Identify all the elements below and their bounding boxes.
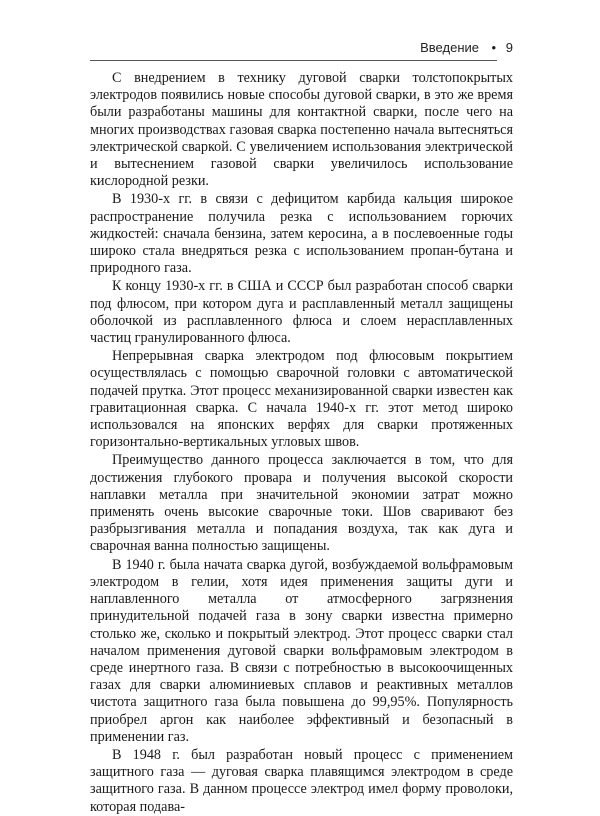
paragraph-1: С внедрением в технику дуговой сварки толстопокрытых электродов появились новые способы дуговой сварки, в это же время были разработаны машины для контактной сварки, после чего на многих производствах газовая сварка постепенно начала вытесняться электрической сваркой. С увеличением использования электрической и вытеснением газовой сварки увеличилось использование кислородной резки. — [90, 70, 513, 190]
paragraph-6: В 1940 г. была начата сварка дугой, возбуждаемой вольфрамовым электродом в гелии, хотя идея применения защиты дуги и наплавленного металла от атмосферного загрязнения принудительной подачей газа в зону сварки известна примерно столько же, сколько и покрытый электрод. Этот процесс сварки стал началом применения дуговой сварки вольфрамовым электродом в среде инертного газа. В связи с потребностью в высокоочищенных газах для сварки алюминиевых сплавов и реактивных металлов чистота защитного газа была повышена до 99,95%. Популярность приобрел аргон как наиболее эффективный и безопасный в применении газ. — [90, 556, 513, 745]
running-header — [90, 40, 513, 62]
page-number: 9 — [505, 40, 513, 55]
paragraph-5: Преимущество данного процесса заключается в том, что для достижения глубокого провара и получения высокой скорости наплавки металла при значительной экономии затрат можно применять очень высокие сварочные токи. Шов сваривают без разбрызгивания металла и попадания воздуха, так как дуга и сварочная ванна полностью защищены. — [90, 452, 513, 555]
paragraph-4: Непрерывная сварка электродом под флюсовым покрытием осуществлялась с помощью сварочной головки с автоматической подачей прутка. Этот процесс механизированной сварки известен как гравитационная сварка. С начала 1940-х гг. этот метод широко использовался на японских верфях для сварки протяженных горизонтально-вертикальных угловых швов. — [90, 348, 513, 451]
body-text — [90, 70, 513, 816]
header-bullet: • — [491, 40, 496, 55]
header-rule — [90, 60, 497, 61]
section-title: Введение — [420, 40, 479, 55]
paragraph-7: В 1948 г. был разработан новый процесс с применением защитного газа — дуговая сварка плавящимся электродом в среде защитного газа. В данном процессе электрод имел форму проволоки, которая подава- — [90, 746, 513, 815]
paragraph-3: К концу 1930-х гг. в США и СССР был разработан способ сварки под флюсом, при котором дуга и расплавленный металл защищены оболочкой из расплавленного флюса и слоем нерасплавленных частиц гранулированного флюса. — [90, 278, 513, 347]
paragraph-2: В 1930-х гг. в связи с дефицитом карбида кальция широкое распространение получила резка с использованием горючих жидкостей: сначала бензина, затем керосина, а в послевоенные годы широко стала внедряться резка с использованием пропан-бутана и природного газа. — [90, 191, 513, 277]
